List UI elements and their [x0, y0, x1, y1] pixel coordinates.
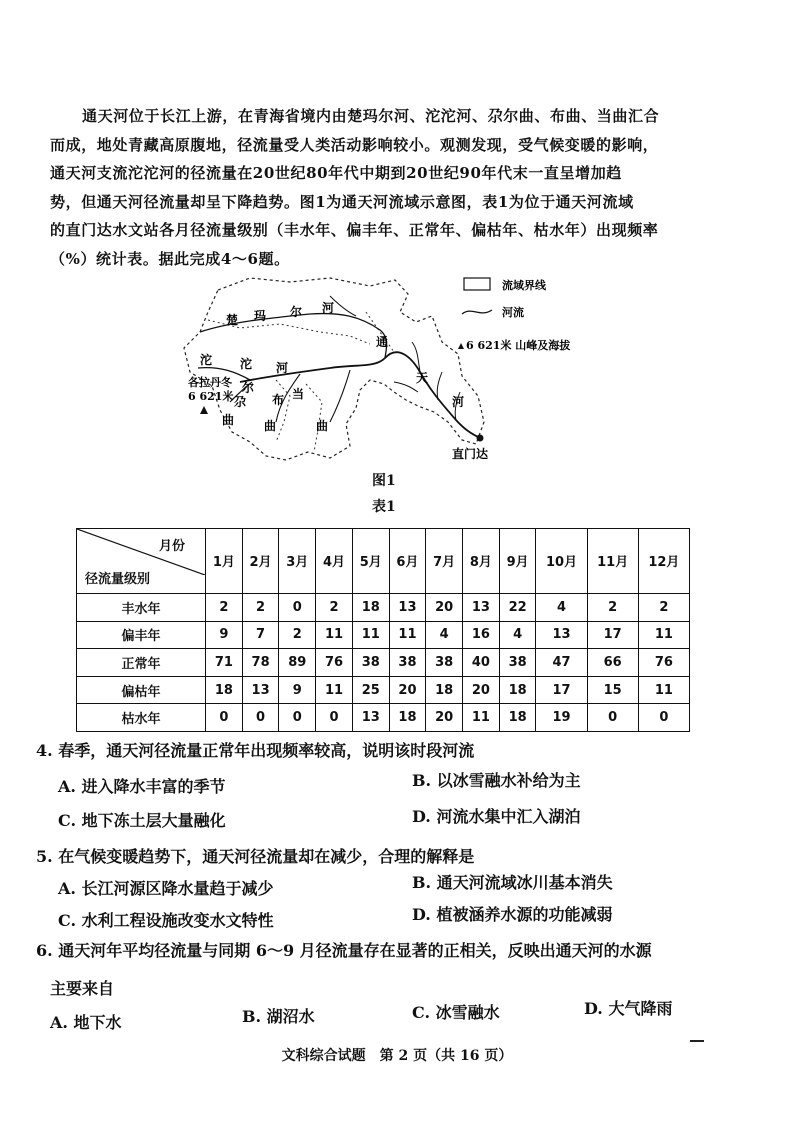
- month-header: 11月: [587, 529, 638, 594]
- frequency-cell: 20: [426, 704, 463, 732]
- frequency-cell: 0: [587, 704, 638, 732]
- corner-label-level: 径流量级别: [85, 571, 151, 587]
- legend-peak-icon: [458, 343, 464, 349]
- row-label: 丰水年: [77, 593, 206, 621]
- frequency-cell: 18: [206, 676, 243, 704]
- month-header: 2月: [242, 529, 279, 594]
- label-chumaer: 玛: [254, 309, 267, 323]
- label-chumaer: 河: [322, 301, 335, 315]
- label-elevation: 6 621米: [188, 390, 234, 403]
- label-tuotuo: 沱: [240, 357, 253, 371]
- frequency-cell: 17: [536, 676, 587, 704]
- intro-line: 势，但通天河径流量却呈下降趋势。图1为通天河流域示意图，表1为位于通天河流域: [50, 192, 634, 211]
- label-tuotuo: 河: [276, 361, 289, 375]
- question-6-stem-continued: 主要来自: [50, 979, 115, 998]
- label-geladandong: 各拉丹冬: [188, 376, 232, 389]
- question-4-option-c: C. 地下冻土层大量融化: [58, 811, 226, 830]
- frequency-cell: 20: [426, 593, 463, 621]
- frequency-cell: 0: [206, 704, 243, 732]
- label-zhimenda: 直门达: [452, 447, 489, 461]
- table-corner-cell: [77, 529, 206, 594]
- label-dang: 当: [292, 387, 305, 401]
- question-6-option-b: B. 湖沼水: [242, 1007, 315, 1026]
- frequency-cell: 4: [536, 593, 587, 621]
- frequency-cell: 25: [352, 676, 389, 704]
- frequency-cell: 9: [279, 676, 316, 704]
- month-header: 1月: [206, 529, 243, 594]
- frequency-cell: 11: [316, 676, 353, 704]
- month-header: 7月: [426, 529, 463, 594]
- question-4-option-d: D. 河流水集中汇入湖泊: [412, 807, 581, 826]
- frequency-cell: 13: [463, 593, 500, 621]
- frequency-cell: 15: [587, 676, 638, 704]
- frequency-cell: 11: [389, 621, 426, 649]
- frequency-cell: 2: [638, 593, 689, 621]
- month-header: 9月: [499, 529, 536, 594]
- frequency-cell: 71: [206, 649, 243, 677]
- frequency-cell: 78: [242, 649, 279, 677]
- frequency-cell: 20: [463, 676, 500, 704]
- table-row: [77, 676, 690, 704]
- label-bu: 布: [272, 393, 285, 407]
- frequency-cell: 2: [587, 593, 638, 621]
- river-tributary: [437, 372, 442, 400]
- frequency-cell: 47: [536, 649, 587, 677]
- frequency-cell: 11: [638, 676, 689, 704]
- frequency-cell: 0: [279, 593, 316, 621]
- month-header: 12月: [638, 529, 689, 594]
- frequency-cell: 0: [638, 704, 689, 732]
- table-row: [77, 704, 690, 732]
- question-6-option-a: A. 地下水: [50, 1013, 122, 1032]
- table-caption: 表1: [372, 499, 396, 515]
- frequency-cell: 76: [638, 649, 689, 677]
- frequency-cell: 13: [536, 621, 587, 649]
- table-row: [77, 649, 690, 677]
- frequency-cell: 4: [426, 621, 463, 649]
- label-bu: 曲: [264, 419, 277, 433]
- label-tongtian: 天: [416, 371, 429, 385]
- frequency-cell: 38: [426, 649, 463, 677]
- frequency-cell: 11: [316, 621, 353, 649]
- intro-line: 通天河支流沱沱河的径流量在20世纪80年代中期到20世纪90年代末一直呈增加趋: [50, 164, 622, 182]
- legend-river-label: 河流: [502, 306, 524, 319]
- frequency-cell: 0: [279, 704, 316, 732]
- month-header: 3月: [279, 529, 316, 594]
- frequency-cell: 18: [352, 593, 389, 621]
- row-label: 偏枯年: [77, 676, 206, 704]
- legend-boundary-label: 流域界线: [502, 279, 546, 292]
- frequency-cell: 2: [206, 593, 243, 621]
- month-header: 4月: [316, 529, 353, 594]
- question-6-option-d: D. 大气降雨: [584, 999, 673, 1018]
- month-header: 6月: [389, 529, 426, 594]
- month-header: 5月: [352, 529, 389, 594]
- page-mark: [690, 1040, 704, 1042]
- frequency-cell: 18: [389, 704, 426, 732]
- corner-label-month: 月份: [158, 539, 185, 554]
- month-header: 8月: [463, 529, 500, 594]
- frequency-cell: 7: [242, 621, 279, 649]
- intro-line: 通天河位于长江上游，在青海省境内由楚玛尔河、沱沱河、尕尔曲、布曲、当曲汇合: [82, 107, 660, 125]
- watershed-map: [180, 272, 620, 494]
- label-chumaer: 楚: [226, 313, 239, 327]
- river-dang: [330, 370, 350, 422]
- frequency-cell: 0: [242, 704, 279, 732]
- frequency-cell: 11: [638, 621, 689, 649]
- station-icon: [477, 435, 484, 442]
- frequency-cell: 19: [536, 704, 587, 732]
- month-header: 10月: [536, 529, 587, 594]
- table-header-row: [77, 529, 690, 594]
- question-5-stem: 5. 在气候变暖趋势下，通天河径流量却在减少，合理的解释是: [36, 847, 475, 866]
- row-label: 枯水年: [77, 704, 206, 732]
- peak-icon: [200, 406, 208, 414]
- frequency-cell: 13: [352, 704, 389, 732]
- frequency-cell: 4: [499, 621, 536, 649]
- river-tributary: [394, 382, 418, 392]
- intro-line: 而成，地处青藏高原腹地，径流量受人类活动影响较小。观测发现，受气候变暖的影响，: [50, 135, 659, 154]
- label-gaer: 尕: [234, 395, 247, 409]
- label-gaer: 曲: [222, 413, 235, 427]
- sub-boundary: [276, 380, 290, 442]
- question-5-option-a: A. 长江河源区降水量趋于减少: [58, 879, 274, 898]
- frequency-cell: 40: [463, 649, 500, 677]
- frequency-cell: 89: [279, 649, 316, 677]
- label-dang: 曲: [316, 419, 329, 433]
- question-4-stem: 4. 春季，通天河径流量正常年出现频率较高，说明该时段河流: [36, 741, 475, 760]
- frequency-cell: 16: [463, 621, 500, 649]
- row-label: 正常年: [77, 649, 206, 677]
- frequency-cell: 66: [587, 649, 638, 677]
- label-chumaer: 尔: [290, 305, 303, 319]
- label-tongtian: 通: [376, 335, 389, 349]
- frequency-cell: 13: [389, 593, 426, 621]
- frequency-cell: 38: [499, 649, 536, 677]
- frequency-cell: 0: [316, 704, 353, 732]
- label-tongtian: 河: [452, 395, 465, 409]
- legend-boundary-icon: [464, 278, 490, 290]
- legend-peak-label: 6 621米 山峰及海拔: [466, 339, 571, 352]
- intro-line: 的直门达水文站各月径流量级别（丰水年、偏丰年、正常年、偏枯年、枯水年）出现频率: [50, 221, 659, 239]
- table-row: [77, 621, 690, 649]
- question-5-option-d: D. 植被涵养水源的功能减弱: [412, 905, 613, 924]
- legend-river-icon: [462, 310, 492, 314]
- frequency-cell: 18: [426, 676, 463, 704]
- question-4-option-a: A. 进入降水丰富的季节: [58, 777, 226, 796]
- question-5-option-c: C. 水利工程设施改变水文特性: [58, 911, 274, 930]
- frequency-cell: 2: [316, 593, 353, 621]
- intro-line: （%）统计表。据此完成4～6题。: [50, 249, 290, 268]
- table-row: [77, 593, 690, 621]
- frequency-cell: 76: [316, 649, 353, 677]
- question-6-stem: 6. 通天河年平均径流量与同期 6～9 月径流量存在显著的正相关，反映出通天河的水源: [36, 941, 652, 960]
- question-4-option-b: B. 以冰雪融水补给为主: [412, 771, 581, 790]
- watershed-map-svg: [180, 272, 620, 472]
- frequency-cell: 18: [499, 704, 536, 732]
- frequency-cell: 11: [352, 621, 389, 649]
- frequency-cell: 9: [206, 621, 243, 649]
- page-footer: 文科综合试题 第 2 页（共 16 页）: [281, 1048, 513, 1064]
- label-gaer: 尔: [242, 381, 255, 395]
- frequency-cell: 11: [463, 704, 500, 732]
- frequency-cell: 13: [242, 676, 279, 704]
- figure-caption: 图1: [372, 473, 396, 489]
- runoff-frequency-table: [76, 528, 690, 732]
- frequency-cell: 22: [499, 593, 536, 621]
- question-5-option-b: B. 通天河流域冰川基本消失: [412, 873, 613, 892]
- frequency-cell: 18: [499, 676, 536, 704]
- river-tributary: [412, 342, 420, 372]
- frequency-cell: 2: [279, 621, 316, 649]
- sub-boundary: [306, 384, 322, 452]
- frequency-cell: 20: [389, 676, 426, 704]
- question-6-option-c: C. 冰雪融水: [412, 1003, 500, 1022]
- frequency-cell: 17: [587, 621, 638, 649]
- label-tuotuo: 沱: [200, 353, 213, 367]
- row-label: 偏丰年: [77, 621, 206, 649]
- frequency-cell: 38: [352, 649, 389, 677]
- intro-paragraph: [50, 102, 710, 273]
- frequency-cell: 2: [242, 593, 279, 621]
- frequency-cell: 38: [389, 649, 426, 677]
